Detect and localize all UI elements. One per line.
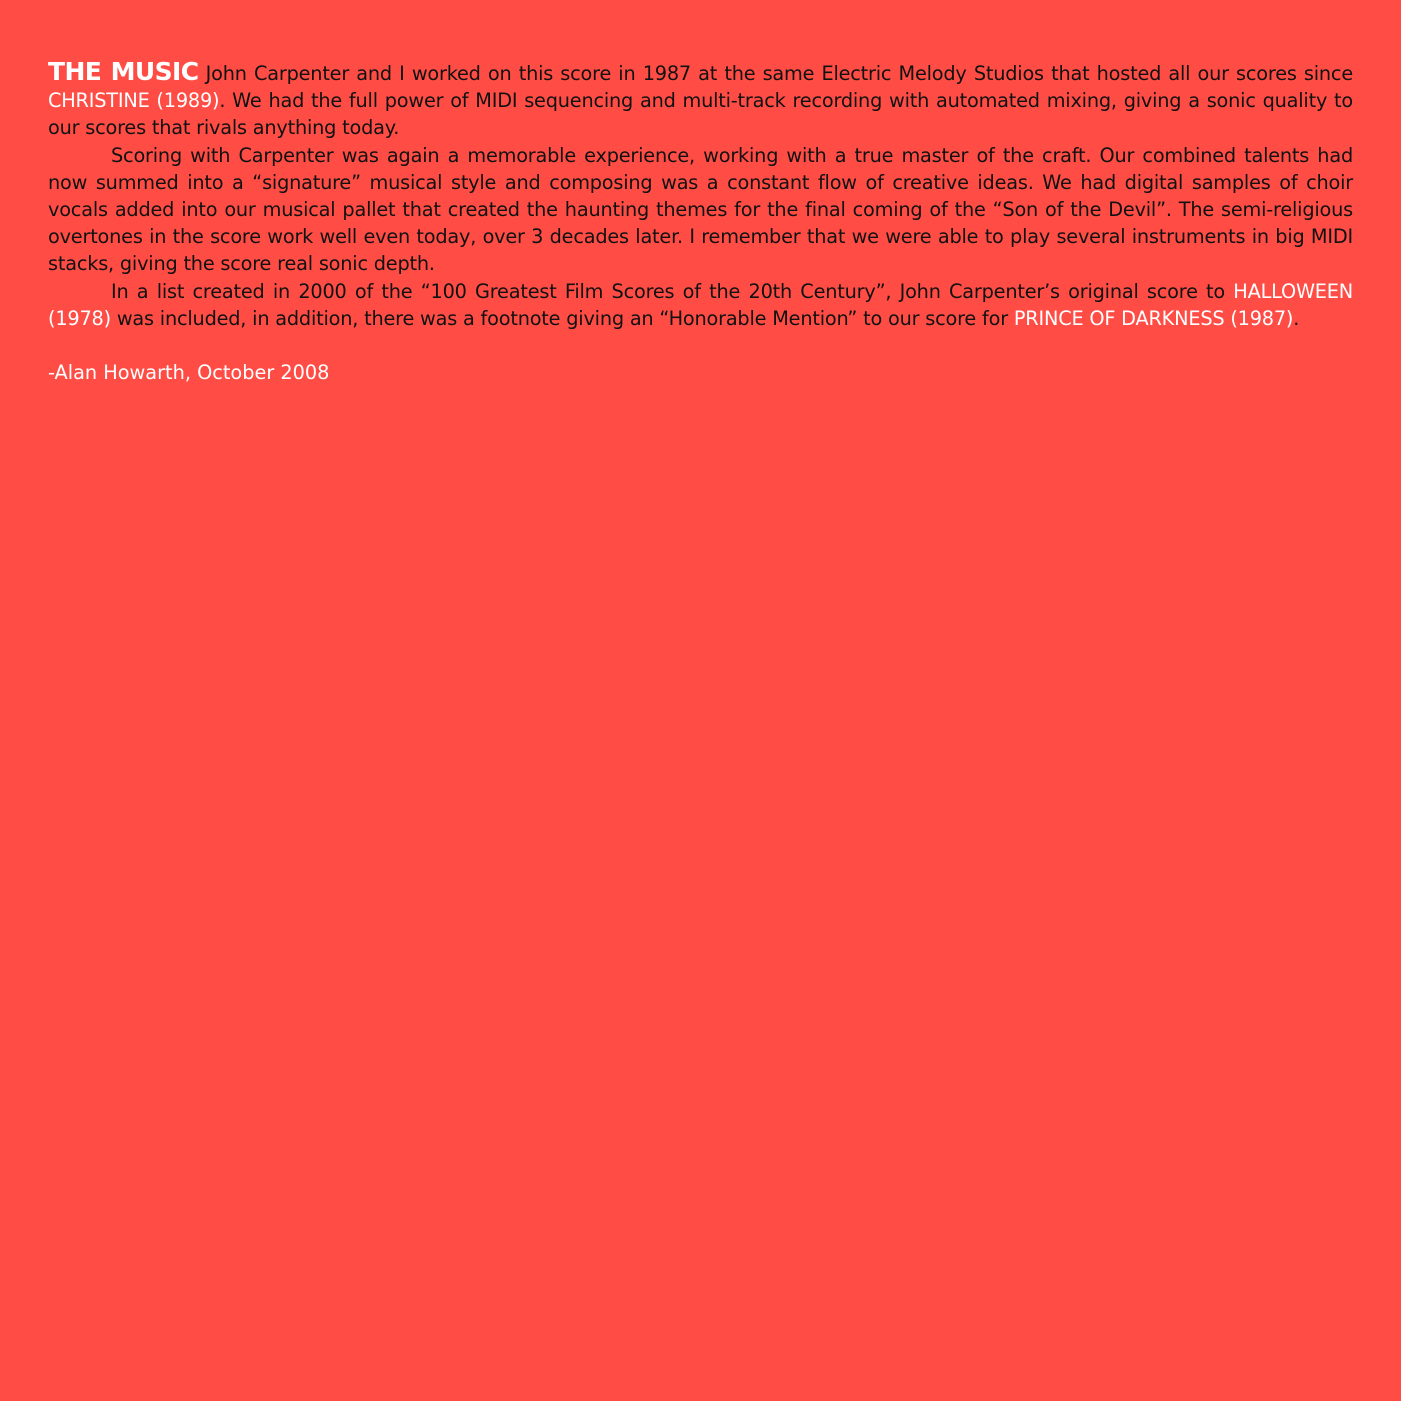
film-title-halloween: HALLOWEEN (1978) (48, 279, 1353, 330)
paragraph-3-text-a: In a list created in 2000 of the “100 Greatest Film Scores of the 20th Century”, John Carpenter’s original score to (111, 279, 1234, 303)
paragraph-1 (48, 58, 1353, 142)
paragraph-3-text-c: . (1293, 306, 1300, 330)
paragraph-1-text-a: John Carpenter and I worked on this score in 1987 at the same Electric Melody Studios that hosted all our scores since (198, 62, 1353, 85)
paragraph-1-text-b: . We had the full power of MIDI sequencing and multi-track recording with automated mixing, giving a sonic quality to our scores that rivals anything today. (48, 89, 1353, 140)
paragraph-3 (48, 278, 1353, 332)
section-heading: THE MUSIC (48, 57, 199, 86)
article-body (48, 58, 1353, 332)
paragraph-3-text-b: was included, in addition, there was a footnote giving an “Honorable Mention” to our score for (110, 306, 1014, 330)
author-signature: -Alan Howarth, October 2008 (48, 361, 330, 385)
film-title-christine: CHRISTINE (1989) (48, 89, 220, 113)
paragraph-2: Scoring with Carpenter was again a memorable experience, working with a true master of the craft. Our combined talents had now summed into a “signature” musical style and composing was a constant flow of creative ideas. We had digital samples of choir vocals added into our musical pallet that created the haunting themes for the final coming of the “Son of the Devil”. The semi-religious overtones in the score work well even today, over 3 decades later. I remember that we were able to play several instruments in big MIDI stacks, giving the score real sonic depth. (48, 143, 1353, 276)
film-title-prince-of-darkness: PRINCE OF DARKNESS (1987) (1013, 306, 1294, 330)
